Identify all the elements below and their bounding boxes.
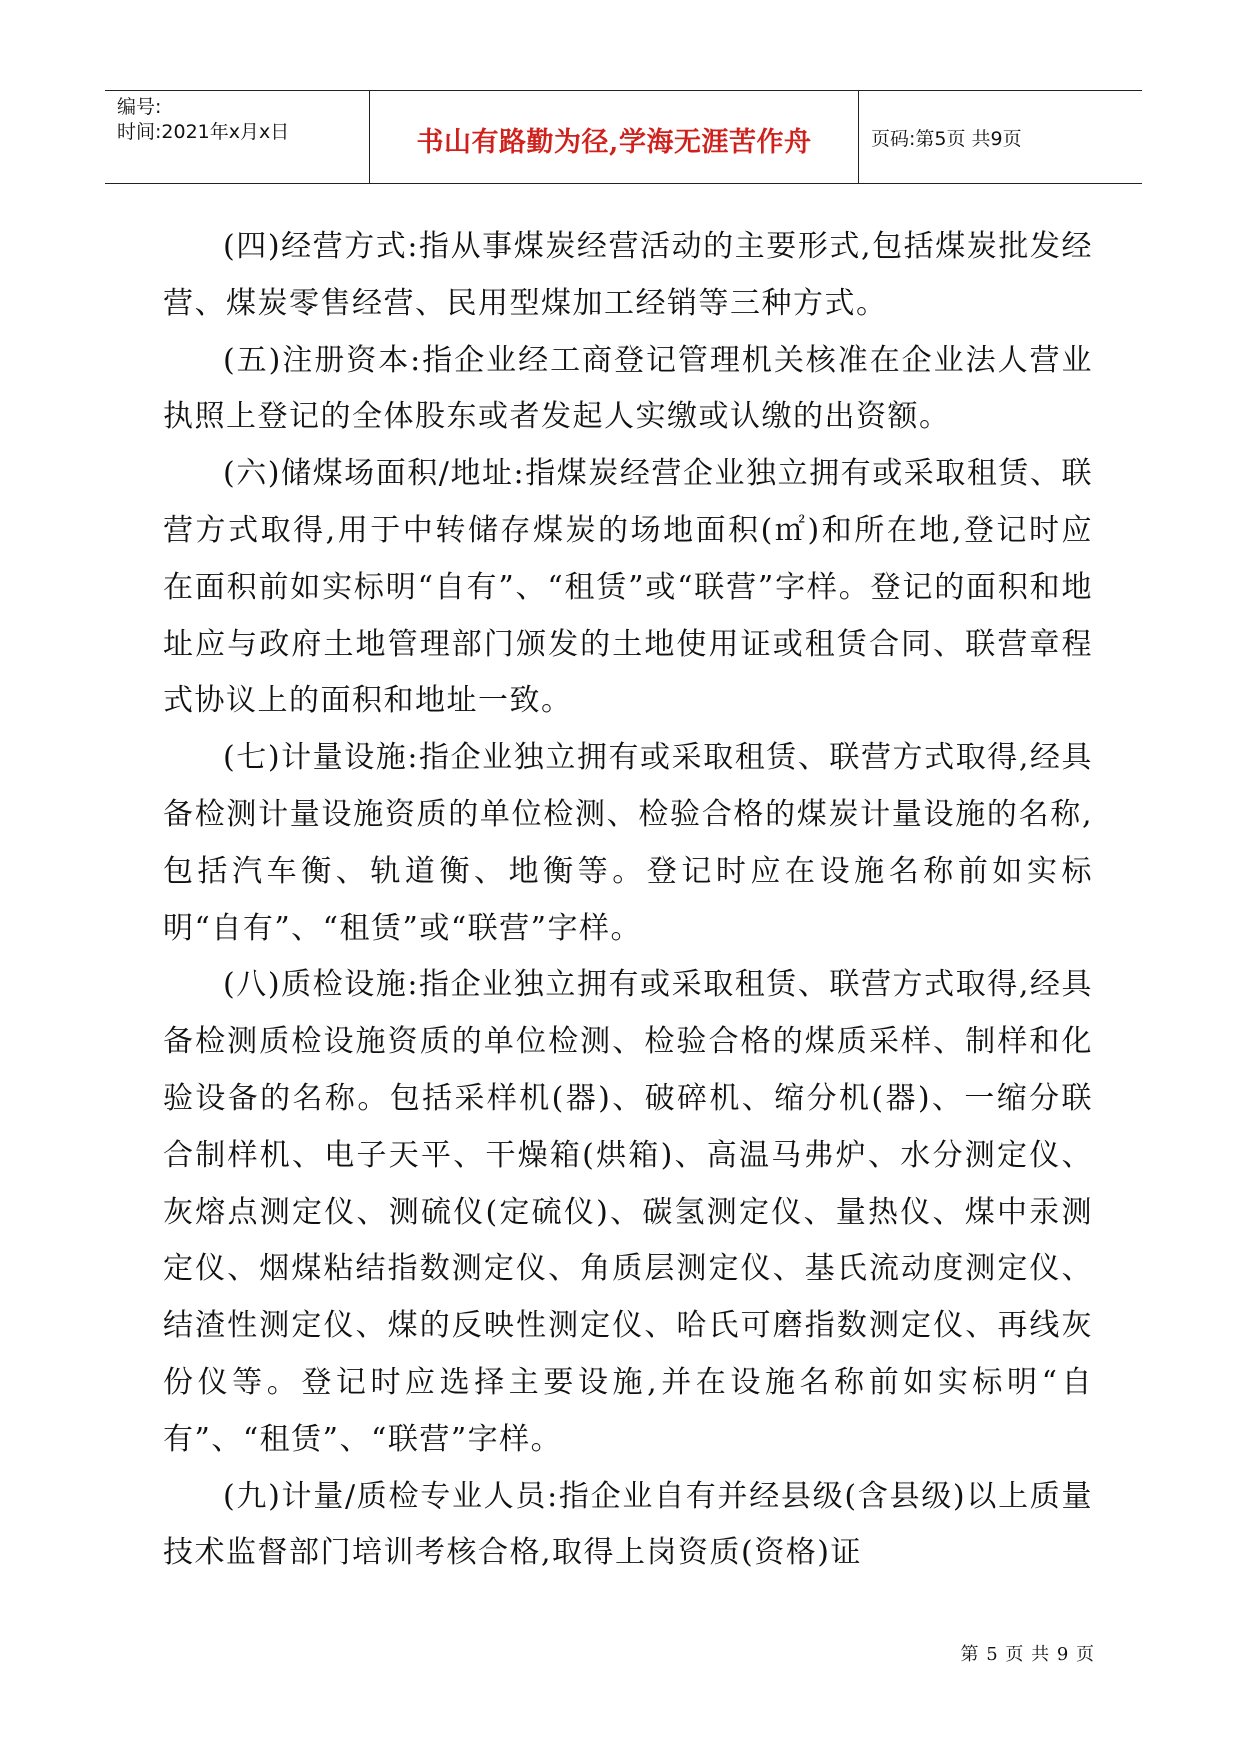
paragraph-professional-staff: (九)计量/质检专业人员:指企业自有并经县级(含县级)以上质量技术监督部门培训考核合格,取得上岗资质(资格)证 <box>163 1478 1093 1571</box>
page-footer: 第 5 页 共 9 页 <box>960 1644 1095 1665</box>
header-meta <box>117 95 289 145</box>
header-motto: 书山有路勤为径,学海无涯苦作舟 <box>416 127 812 158</box>
document-number-label: 编号: <box>117 96 162 118</box>
header-page-code: 页码:第5页 共9页 <box>871 128 1022 150</box>
paragraph-operation-mode: (四)经营方式:指从事煤炭经营活动的主要形式,包括煤炭批发经营、煤炭零售经营、民用型煤加工经销等三种方式。 <box>163 229 1093 321</box>
page-header <box>105 90 1142 184</box>
document-body <box>163 219 1093 1582</box>
paragraph-storage-yard: (六)储煤场面积/地址:指煤炭经营企业独立拥有或采取租赁、联营方式取得,用于中转储存煤炭的场地面积(㎡)和所在地,登记时应在面积前如实标明“自有”、“租赁”或“联营”字样。登记的面积和地址应与政府土地管理部门颁发的土地使用证或租赁合同、联营章程式协议上的面积和地址一致。 <box>163 456 1093 719</box>
document-time-label: 时间:2021年x月x日 <box>117 121 290 143</box>
paragraph-metering-facilities: (七)计量设施:指企业独立拥有或采取租赁、联营方式取得,经具备检测计量设施资质的单位检测、检验合格的煤炭计量设施的名称,包括汽车衡、轨道衡、地衡等。登记时应在设施名称前如实标明“自有”、“租赁”或“联营”字样。 <box>163 740 1093 946</box>
paragraph-quality-inspection-facilities: (八)质检设施:指企业独立拥有或采取租赁、联营方式取得,经具备检测质检设施资质的单位检测、检验合格的煤质采样、制样和化验设备的名称。包括采样机(器)、破碎机、缩分机(器)、一缩分联合制样机、电子天平、干燥箱(烘箱)、高温马弗炉、水分测定仪、灰熔点测定仪、测硫仪(定硫仪)、碳氢测定仪、量热仪、煤中汞测定仪、烟煤粘结指数测定仪、角质层测定仪、基氏流动度测定仪、结渣性测定仪、煤的反映性测定仪、哈氏可磨指数测定仪、再线灰份仪等。登记时应选择主要设施,并在设施名称前如实标明“自有”、“租赁”、“联营”字样。 <box>163 967 1093 1457</box>
header-divider <box>858 91 859 183</box>
paragraph-registered-capital: (五)注册资本:指企业经工商登记管理机关核准在企业法人营业执照上登记的全体股东或者发起人实缴或认缴的出资额。 <box>163 342 1093 435</box>
